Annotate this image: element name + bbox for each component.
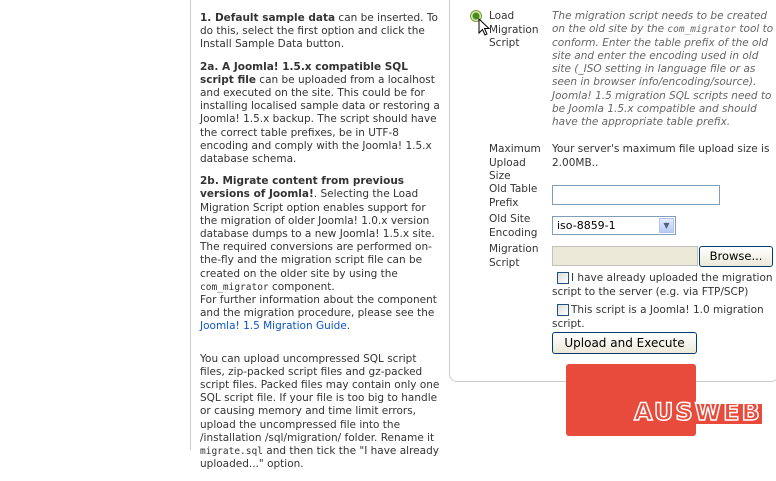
- help-text-column: [200, 12, 440, 481]
- help-text-upload-end: and then tick the "I have already uploaded..." option.: [200, 445, 439, 471]
- encoding-select[interactable]: [552, 216, 676, 235]
- desc-text-1: The migration script needs to be created on the old site by the: [552, 10, 768, 36]
- joomla10-script-label: This script is a Joomla! 1.0 migration script.: [552, 304, 764, 330]
- browse-button[interactable]: Browse...: [699, 246, 773, 267]
- help-text-migrate-2: component.: [268, 280, 335, 293]
- encoding-selected-value: iso-8859-1: [557, 219, 616, 232]
- desc-text-3: Joomla! 1.5 migration SQL scripts need to be Joomla 1.5.x compatible and should have the appropriate table prefix.: [552, 89, 772, 129]
- already-uploaded-label: I have already uploaded the migration script to the server (e.g. via FTP/SCP): [552, 272, 773, 298]
- old-prefix-label: Old Table Prefix: [489, 183, 538, 209]
- help-heading-sample-data: 1. Default sample data: [200, 12, 336, 24]
- max-upload-value: Your server's maximum file upload size is 2.00MB..: [552, 143, 770, 169]
- help-heading-sql-script: 2a. A Joomla! 1.5.x compatible SQL script file: [200, 60, 408, 86]
- help-text-more-info: For further information about the component and the migration procedure, please see the: [200, 294, 437, 320]
- max-upload-label: Maximum Upload Size: [489, 143, 541, 182]
- help-text-sql-script: can be uploaded from a localhost and executed on the site. This could be for installing localised sample data or restoring a Joomla! 1.5.x backup. The script should have the correct table prefixes, be in UTF-8 encoding and comply with the Joomla! 1.5.x database schema.: [200, 73, 440, 166]
- load-migration-label: Load Migration Script: [489, 10, 539, 49]
- help-paragraph-migrate: [200, 175, 440, 294]
- help-text-upload: You can upload uncompressed SQL script files, zip-packed script files and gz-packed script files. Packed files may contain only one SQL script file. If your file is too big to handle or causing memory and time limit errors, upload the uncompressed file into the /installation /sql/migration/ folder. Rename it: [200, 352, 440, 444]
- help-text-sample-data: can be inserted. To do this, select the first option and click the Install Sample Data button.: [200, 12, 438, 51]
- migration-script-file-input[interactable]: [552, 246, 698, 266]
- migration-script-label: Migration Script: [489, 243, 539, 269]
- help-paragraph-upload: [200, 353, 440, 472]
- upload-and-execute-button[interactable]: Upload and Execute: [552, 332, 697, 354]
- help-text-migrate: . Selecting the Load Migration Script option enables support for the migration of older Joomla! 1.0.x version database dumps to a new Joomla! 1.5.x site. The required conversions are performed on-the-fly and the migration script file can be created on the older site by using the: [200, 188, 435, 280]
- help-paragraph-sql-script: [200, 61, 440, 167]
- help-text-period: .: [346, 320, 351, 333]
- help-paragraph-more-info: [200, 294, 440, 334]
- chevron-down-icon[interactable]: ▼: [659, 218, 674, 233]
- migration-description: [552, 10, 774, 130]
- help-filename: migrate.sql: [200, 446, 263, 458]
- help-paragraph-sample-data: [200, 12, 440, 52]
- left-blank-column: [0, 0, 191, 450]
- help-component-name: com_migrator: [200, 281, 269, 293]
- ausweb-logo-text: AUSWEB: [634, 398, 762, 426]
- mouse-cursor-icon: [478, 18, 490, 36]
- help-heading-migrate: 2b. Migrate content from previous versions of Joomla!: [200, 175, 405, 201]
- desc-tool-name: com_migrator: [667, 24, 737, 36]
- migration-guide-link[interactable]: Joomla! 1.5 Migration Guide: [200, 320, 347, 333]
- desc-text-2: tool to conform. Enter the table prefix of the old site and enter the encoding used in old site (_ISO setting in language file or as seen in browser info/encoding/source).: [552, 23, 774, 89]
- old-prefix-input[interactable]: [552, 185, 720, 205]
- encoding-label: Old Site Encoding: [489, 213, 538, 239]
